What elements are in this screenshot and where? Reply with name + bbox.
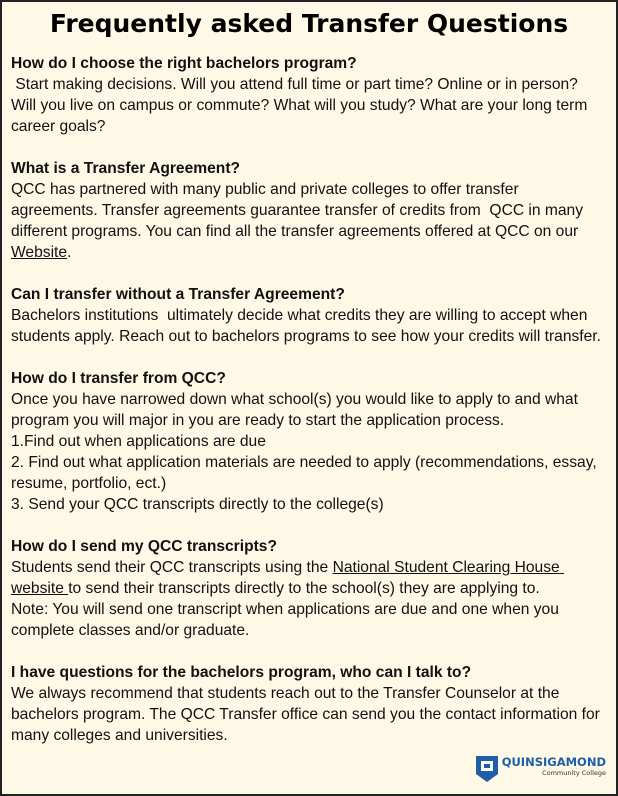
answer-text: Bachelors institutions ultimately decide what credits they are willing to accept when students apply. Reach out to bachelors programs to see how your credits will transfer.	[11, 307, 601, 345]
step-item: 2. Find out what application materials are needed to apply (recommendations, essay, resume, portfolio, ect.)	[11, 454, 597, 492]
faq-item-who-to-talk-to	[11, 662, 601, 746]
faq-answer	[11, 683, 601, 746]
faq-answer	[11, 389, 601, 515]
faq-list	[11, 53, 601, 746]
qcc-logo	[476, 756, 606, 782]
faq-answer	[11, 74, 601, 137]
faq-question: What is a Transfer Agreement?	[11, 160, 241, 177]
faq-question: How do I choose the right bachelors program?	[11, 55, 357, 72]
faq-item-send-transcripts	[11, 536, 601, 641]
faq-question: Can I transfer without a Transfer Agreement?	[11, 286, 345, 303]
answer-text-pre: QCC has partnered with many public and private colleges to offer transfer agreements. Transfer agreements guarantee transfer of credits from QCC in many different programs. You can find all the transfer agreements offered at QCC on our	[11, 181, 588, 240]
answer-text: Start making decisions. Will you attend full time or part time? Online or in person? Will you live on campus or commute? What will you study? What are your long term career goals?	[11, 76, 592, 135]
answer-text-post: to send their transcripts directly to the school(s) they are applying to.	[68, 580, 540, 597]
answer-text	[11, 557, 601, 599]
faq-item-how-to-transfer	[11, 368, 601, 515]
faq-answer	[11, 179, 601, 263]
faq-question: How do I send my QCC transcripts?	[11, 538, 277, 555]
logo-subtitle: Community College	[542, 769, 606, 777]
answer-text	[11, 179, 601, 263]
logo-name: QUINSIGAMOND	[501, 755, 606, 769]
clearing-house-link[interactable]: National Student Clearing House website	[11, 559, 565, 597]
faq-item-transfer-agreement	[11, 158, 601, 263]
faq-question: How do I transfer from QCC?	[11, 370, 226, 387]
qcc-logo-icon	[476, 756, 498, 782]
answer-text: We always recommend that students reach out to the Transfer Counselor at the bachelors program. The QCC Transfer office can send you the contact information for many colleges and universities.	[11, 685, 600, 744]
page-title: Frequently asked Transfer Questions	[49, 9, 569, 38]
faq-item-choose-program	[11, 53, 601, 137]
faq-answer	[11, 557, 601, 641]
answer-text-pre: Students send their QCC transcripts using the	[11, 559, 333, 576]
faq-answer	[11, 305, 601, 347]
step-item: 3. Send your QCC transcripts directly to the college(s)	[11, 496, 384, 513]
note-text: Note: You will send one transcript when applications are due and one when you complete classes and/or graduate.	[11, 601, 559, 639]
step-item: 1.Find out when applications are due	[11, 433, 266, 450]
faq-question: I have questions for the bachelors program, who can I talk to?	[11, 664, 472, 681]
answer-text-post: .	[67, 244, 72, 261]
faq-item-transfer-without-agreement	[11, 284, 601, 347]
answer-text: Once you have narrowed down what school(s) you would like to apply to and what program you will major in you are ready to start the application process.	[11, 391, 578, 429]
website-link[interactable]: Website	[11, 244, 68, 261]
